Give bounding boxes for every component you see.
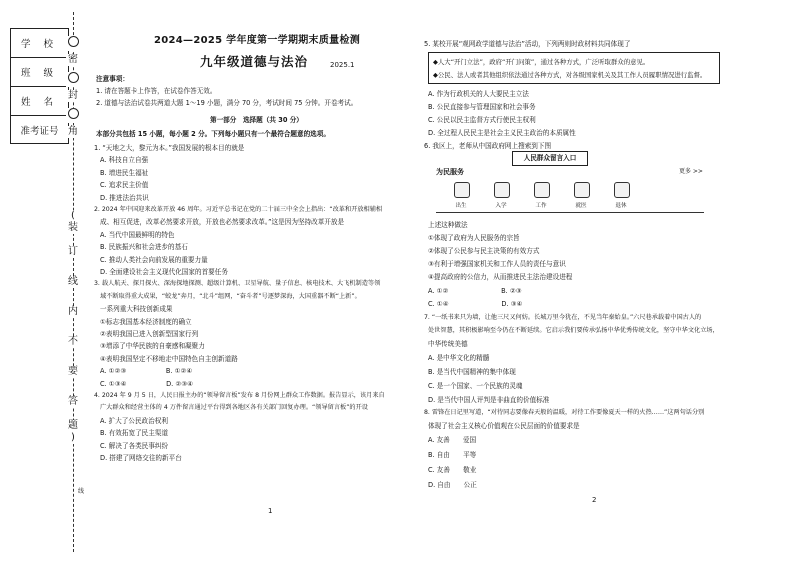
section-intro: 本部分共包括 15 小题，每小题 2 分。下列每小题只有一个最符合题意的选项。 bbox=[96, 130, 330, 138]
seal-char-mi: 密 bbox=[68, 54, 78, 65]
q7-stem-2: 处世智慧，其积极影响至今仍在不断延续。它启示我们要传承弘扬中华优秀传统文化，坚守中华文化立场， bbox=[428, 327, 719, 334]
notice-title: 注意事项： bbox=[96, 75, 129, 83]
q5-material-box bbox=[428, 52, 720, 84]
q6-item-1: ①体现了政府为人民服务的宗旨 bbox=[428, 234, 520, 242]
birth-icon[interactable] bbox=[454, 182, 470, 198]
binding-char-da: 答 bbox=[68, 396, 78, 407]
q8-option-d: D. 自由 公正 bbox=[428, 481, 477, 489]
page-number-1: 1 bbox=[268, 507, 273, 515]
binding-side-mark: 线 bbox=[78, 488, 85, 495]
service-title: 为民服务 bbox=[436, 168, 464, 176]
page-1-text-line: A. 扩大了公民政治权利 bbox=[100, 416, 168, 425]
q6-options-ab: A. ①② B. ②③ bbox=[428, 287, 522, 295]
page-1-text-line: 3. 载人航天、探月探火、深海探地探测、超级计算机、卫星导航、量子信息、核电技术、大飞机制造等领 bbox=[94, 280, 381, 288]
service-label-medical: 就医 bbox=[575, 203, 587, 209]
q7-option-a: A. 是中华文化的精髓 bbox=[428, 354, 490, 362]
page-1-text-line: 2. 2024 年中国迎来改革开放 46 周年。习近平总书记在党的二十届三中全会上指出：“改革和开放相辅相 bbox=[94, 206, 383, 213]
page-1-text-line: 1. “天地之大，黎元为本。”我国发展的根本目的就是 bbox=[94, 144, 245, 152]
page-1-text-line: ②表明我国已进入创新型国家行列 bbox=[100, 330, 199, 338]
q5-option-a: A. 作为行政机关的人大要民主立法 bbox=[428, 90, 529, 98]
service-label-retire: 退休 bbox=[615, 203, 627, 209]
page-1-text-line: ③增添了中华民族的自豪感和凝聚力 bbox=[100, 342, 205, 351]
retire-icon[interactable] bbox=[614, 182, 630, 198]
info-field-name: 姓 名 bbox=[11, 87, 68, 116]
exam-title: 2024—2025 学年度第一学期期末质量检测 bbox=[154, 35, 361, 46]
q8-option-a: A. 友善 爱国 bbox=[428, 436, 477, 444]
info-field-exam-number: 准考证号 bbox=[20, 126, 59, 137]
service-divider bbox=[436, 212, 704, 213]
seal-char-feng: 封 bbox=[68, 90, 78, 101]
q6-stem: 6. 我区上，老师从中国政府网上搜索到下图 bbox=[424, 142, 552, 150]
q7-option-d: D. 是当代中国人评判是非曲直的价值标准 bbox=[428, 396, 550, 404]
page-1-text-line: 域不断取得重大成果，“蛟龙”奔月，“北斗”组网，“奋斗者”号逐梦深海，大国重器不断“上新”。 bbox=[100, 292, 361, 300]
binding-strip bbox=[0, 0, 88, 561]
q6-item-2: ②体现了公民参与民主决策的有效方式 bbox=[428, 247, 540, 255]
student-info-box bbox=[10, 28, 69, 144]
binding-char-zhuang: ( 装 bbox=[68, 210, 78, 233]
q5-option-b: B. 公民直接参与管理国家和社会事务 bbox=[428, 103, 536, 111]
binding-char-ding: 订 bbox=[68, 246, 78, 257]
seal-circle-icon bbox=[66, 108, 80, 123]
info-field-school: 学 校 bbox=[11, 29, 68, 58]
info-field-class: 班 级 bbox=[11, 58, 68, 87]
q7-option-b: B. 是当代中国精神的集中体现 bbox=[428, 368, 516, 376]
binding-char-nei: 内 bbox=[68, 306, 78, 317]
page-1-text-line: B. 民族振兴和社会进步的基石 bbox=[100, 243, 188, 252]
q5-option-d: D. 全过程人民民主是社会主义民主政治的本质属性 bbox=[428, 129, 576, 137]
q5-material-1: ◆人大“开门立法”，政府“开门问策”，通过各种方式，广泛听取群众的意见。 bbox=[433, 58, 650, 66]
seal-circle-icon bbox=[66, 36, 80, 51]
binding-char-ti: 题 ) bbox=[68, 420, 78, 443]
q5-option-c: C. 公民以民主监督方式行使民主权利 bbox=[428, 116, 536, 124]
q5-stem: 5. 某校开展“观网政学道德与法治”活动，下列两则时政材料共同体现了 bbox=[424, 40, 631, 48]
binding-char-yao: 要 bbox=[68, 366, 78, 377]
q6-item-4: ④提高政府的公信力，从而推进民主法治建设进程 bbox=[428, 273, 573, 281]
page-1-text-line: D. 搭建了网络交往的新平台 bbox=[100, 454, 182, 462]
q6-item-3: ③有利于增强国家机关和工作人员的责任与意识 bbox=[428, 260, 566, 268]
medical-icon[interactable] bbox=[574, 182, 590, 198]
briefcase-icon[interactable] bbox=[534, 182, 550, 198]
page-1-text-line: 广大群众和经营主体的 4 万件留言通过平台得到各地区各有关部门回复办理。“领导留言板”的开设 bbox=[100, 404, 368, 412]
page-1-text-line: 一系列重大科技创新成果 bbox=[100, 305, 173, 314]
seal-circle-icon bbox=[66, 72, 80, 87]
page-1-text-line: C. 追求民主价值 bbox=[100, 181, 149, 190]
page-1-text-line: 4. 2024 年 9 月 5 日，人民日报主办的“领导留言板”发布 8 月份网上群众工作数据。报告显示，该月来自 bbox=[94, 392, 385, 399]
page-1-text-line: B. 增进民生福祉 bbox=[100, 168, 149, 177]
page-1-text-line: C. 推动人类社会向前发展的重要力量 bbox=[100, 255, 208, 264]
q7-option-c: C. 是一个国家、一个民族的灵魂 bbox=[428, 382, 523, 390]
page-1-text-line: 成、相互促进，改革必然要求开放，开放也必然要求改革。”这是因为坚持改革开放是 bbox=[100, 218, 345, 227]
q7-stem-1: 7. “一纸书来只为墙，让他三尺又何妨。长城万里今犹在，不见当年秦始皇。”六尺巷承载着中国古人的 bbox=[424, 314, 702, 321]
service-label-work: 工作 bbox=[535, 203, 547, 209]
service-label-school: 入学 bbox=[495, 203, 507, 209]
q6-options-cd: C. ①④ D. ③④ bbox=[428, 300, 523, 308]
notice-line-1: 1. 请在答题卡上作答，在试卷作答无效。 bbox=[96, 87, 217, 95]
binding-char-xian: 线 bbox=[68, 276, 78, 287]
page-1-text-line: C. ①③④ D. ②③④ bbox=[100, 379, 194, 388]
page-1-text-line: A. ①②③ B. ①②④ bbox=[100, 367, 193, 376]
subject-title: 九年级道德与法治 bbox=[200, 54, 309, 69]
page-1-text-line: C. 解决了各类民事纠纷 bbox=[100, 441, 169, 450]
notice-line-2: 2. 道德与法治试卷共两道大题 1～19 小题，满分 70 分，考试时间 75 分钟。开卷考试。 bbox=[96, 99, 358, 107]
page-1-text-line: D. 全面建设社会主义现代化国家的首要任务 bbox=[100, 268, 228, 276]
service-label-birth: 出生 bbox=[455, 203, 467, 209]
page-number-2: 2 bbox=[592, 496, 597, 504]
q8-option-c: C. 友善 敬业 bbox=[428, 466, 477, 474]
page-1-text-line: D. 推进法治共识 bbox=[100, 193, 149, 202]
q7-stem-3: 中华传统美德 bbox=[428, 340, 468, 348]
q6-intro: 上述这种做法 bbox=[428, 221, 468, 229]
page-1-text-line: A. 当代中国最鲜明的特色 bbox=[100, 230, 175, 239]
exam-date: 2025.1 bbox=[330, 61, 355, 69]
people-message-entry-button[interactable]: 人民群众留言入口 bbox=[512, 151, 588, 166]
section-title: 第一部分 选择题（共 30 分） bbox=[210, 116, 303, 124]
page-1-text-line: ④表明我国坚定不移地走中国特色自主创新道路 bbox=[100, 354, 238, 363]
q8-option-b: B. 自由 平等 bbox=[428, 451, 477, 459]
page-1-text-line: B. 有效拓宽了民主渠道 bbox=[100, 429, 169, 438]
binding-char-bu: 不 bbox=[68, 336, 78, 347]
seal-char-jiao: 角 bbox=[68, 126, 78, 137]
page-1-text-line: ①标志我国基本经济制度的确立 bbox=[100, 317, 192, 326]
q8-stem-2: 体现了社会主义核心价值观在公民层面的价值要求是 bbox=[428, 422, 580, 430]
page-1-text-line: A. 科技自立自强 bbox=[100, 156, 149, 165]
q8-stem-1: 8. 雷锋在日记里写道，“对待同志要像春天般的温暖，对待工作要像夏天一样的火热……”这两句话分别 bbox=[424, 409, 705, 416]
school-icon[interactable] bbox=[494, 182, 510, 198]
q5-material-2: ◆公民、法人或者其他组织依法通过各种方式，对各级国家机关及其工作人员履职情况进行监督。 bbox=[433, 71, 707, 79]
more-link[interactable]: 更多 >> bbox=[679, 168, 703, 175]
